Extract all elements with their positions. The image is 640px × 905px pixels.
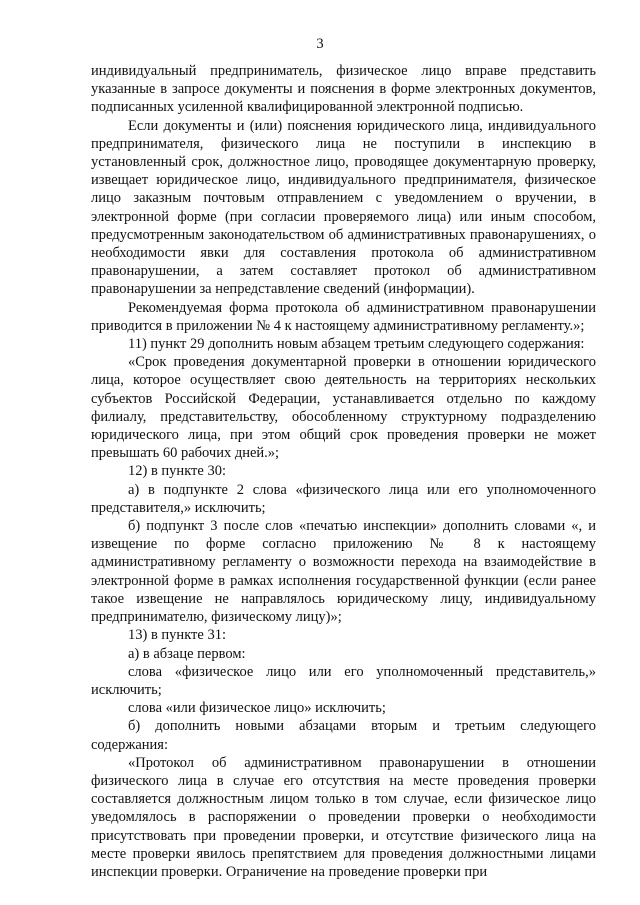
paragraph: индивидуальный предприниматель, физическое лицо вправе представить указанные в запросе документы и пояснения в форме электронных документов, подписанных усиленной квалифицированной электронной подписью. — [91, 63, 596, 116]
paragraph: Рекомендуемая форма протокола об административном правонарушении приводится в приложении № 4 к настоящему административному регламенту.»; — [91, 299, 596, 334]
paragraph: слова «физическое лицо или его уполномоченный представитель,» исключить; — [91, 663, 596, 698]
paragraph: Если документы и (или) пояснения юридического лица, индивидуального предпринимателя, физического лица не поступили в инспекцию в установленный срок, должностное лицо, проводящее документарную проверку, извещает юридическое лицо, индивидуального предпринимателя, физическое лицо заказным почтовым отправлением с уведомлением о вручении, в электронной форме (при согласии проверяемого лица) или иным способом, предусмотренным законодательством об административных правонарушениях, о необходимости явки для составления протокола об административном правонарушении, а затем составляет протокол об административном правонарушении за непредставление сведений (информации). — [91, 117, 596, 298]
paragraph: «Протокол об административном правонарушении в отношении физического лица в случае его отсутствия на месте проведения проверки составляется должностным лицом только в том случае, если физическое лицо уведомлялось в распоряжении о проведении проверки о необходимости присутствовать при проведении проверки, и отсутствие физического лица на месте проверки явилось препятствием для проведения должностными лицами инспекции проверки. Ограничение на проведение проверки при — [91, 754, 596, 880]
paragraph: а) в абзаце первом: — [128, 645, 246, 662]
paragraph: а) в подпункте 2 слова «физического лица или его уполномоченного представителя,» исключить; — [91, 481, 596, 516]
paragraph: б) подпункт 3 после слов «печатью инспекции» дополнить словами «, и извещение по форме согласно приложению № 8 к настоящему административному регламенту о возможности перехода на взаимодействие в электронной форме в рамках исполнения государственной функции (если ранее такое извещение не направлялось юридическому лицу, индивидуальному предпринимателю, физическому лицу)»; — [91, 518, 596, 626]
paragraph: 12) в пункте 30: — [128, 463, 226, 480]
paragraph: 13) в пункте 31: — [128, 627, 226, 644]
paragraph: б) дополнить новыми абзацами вторым и третьим следующего содержания: — [91, 718, 596, 753]
paragraph: «Срок проведения документарной проверки в отношении юридического лица, которое осуществляет свою деятельность на территориях нескольких субъектов Российской Федерации, устанавливается отдельно по каждому филиалу, представительству, обособленному структурному подразделению юридического лица, при этом общий срок проведения проверки не может превышать 60 рабочих дней.»; — [91, 354, 596, 462]
page-number: 3 — [316, 36, 324, 52]
document-body — [91, 62, 596, 881]
paragraph: 11) пункт 29 дополнить новым абзацем третьим следующего содержания: — [128, 336, 585, 353]
paragraph: слова «или физическое лицо» исключить; — [128, 700, 386, 717]
